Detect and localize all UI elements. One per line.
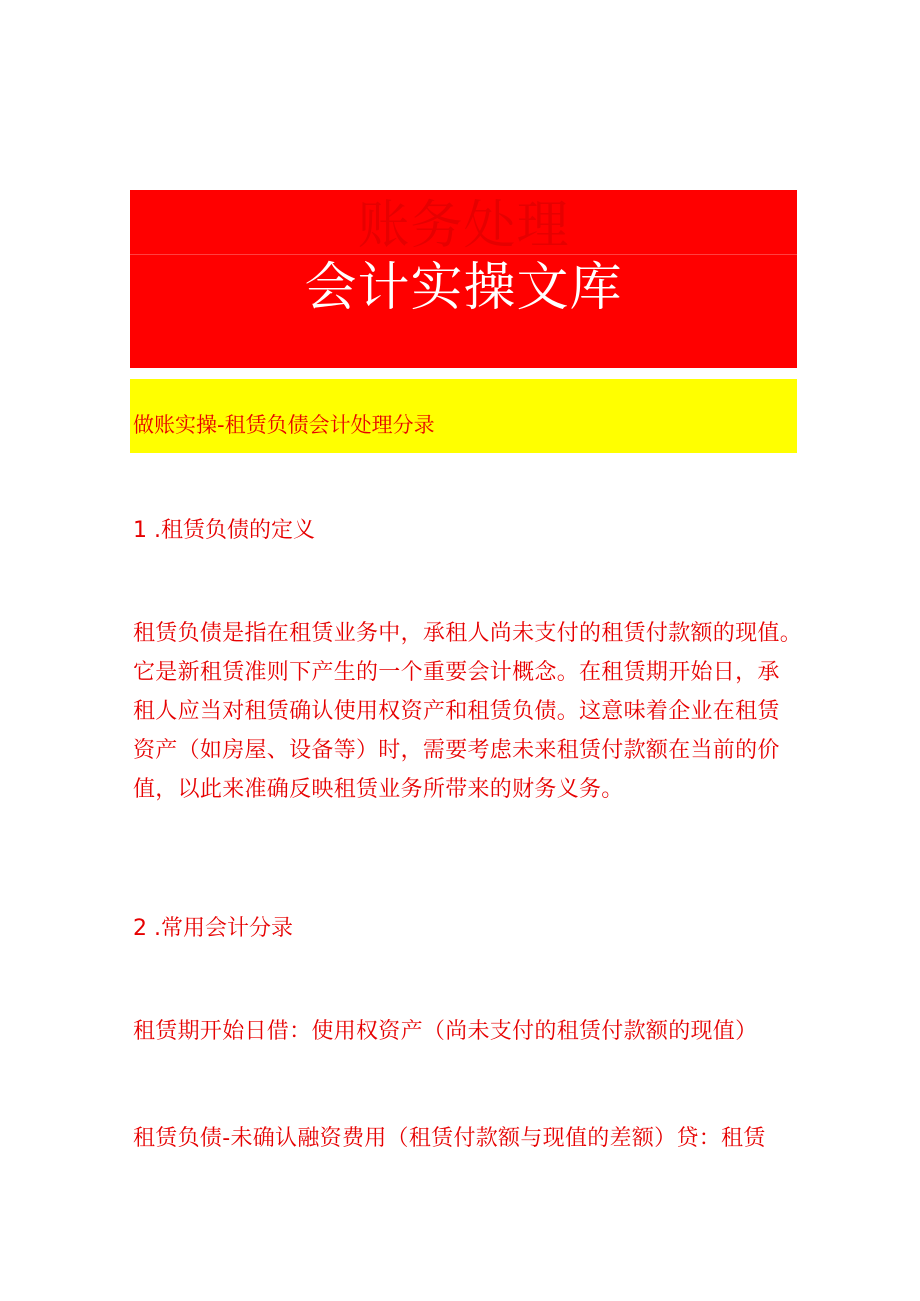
paragraph-line: 租赁负债是指在租赁业务中，承租人尚未支付的租赁付款额的现值。 — [133, 621, 803, 646]
banner-title-line-2: 会计实操文库 — [304, 258, 623, 318]
section-1-heading: 1 .租赁负债的定义 — [133, 518, 315, 543]
paragraph-line: 租赁期开始日借：使用权资产（尚未支付的租赁付款额的现值） — [133, 1019, 758, 1044]
section-2-line-1 — [133, 1012, 803, 1051]
paragraph-line: 资产（如房屋、设备等）时，需要考虑未来租赁付款额在当前的价 — [133, 738, 780, 763]
document-subtitle: 做账实操-租赁负债会计处理分录 — [133, 413, 435, 437]
section-2-line-2 — [133, 1119, 803, 1158]
paragraph-line: 租人应当对租赁确认使用权资产和租赁负债。这意味着企业在租赁 — [133, 699, 780, 724]
section-1-paragraph — [133, 614, 803, 809]
paragraph-line: 值，以此来准确反映租赁业务所带来的财务义务。 — [133, 777, 624, 802]
paragraph-line: 它是新租赁准则下产生的一个重要会计概念。在租赁期开始日，承 — [133, 660, 780, 685]
paragraph-line: 租赁负债-未确认融资费用（租赁付款额与现值的差额）贷：租赁 — [133, 1126, 766, 1151]
banner-title-line-1: 账务处理 — [357, 196, 570, 256]
section-2-heading: 2 .常用会计分录 — [133, 916, 293, 941]
